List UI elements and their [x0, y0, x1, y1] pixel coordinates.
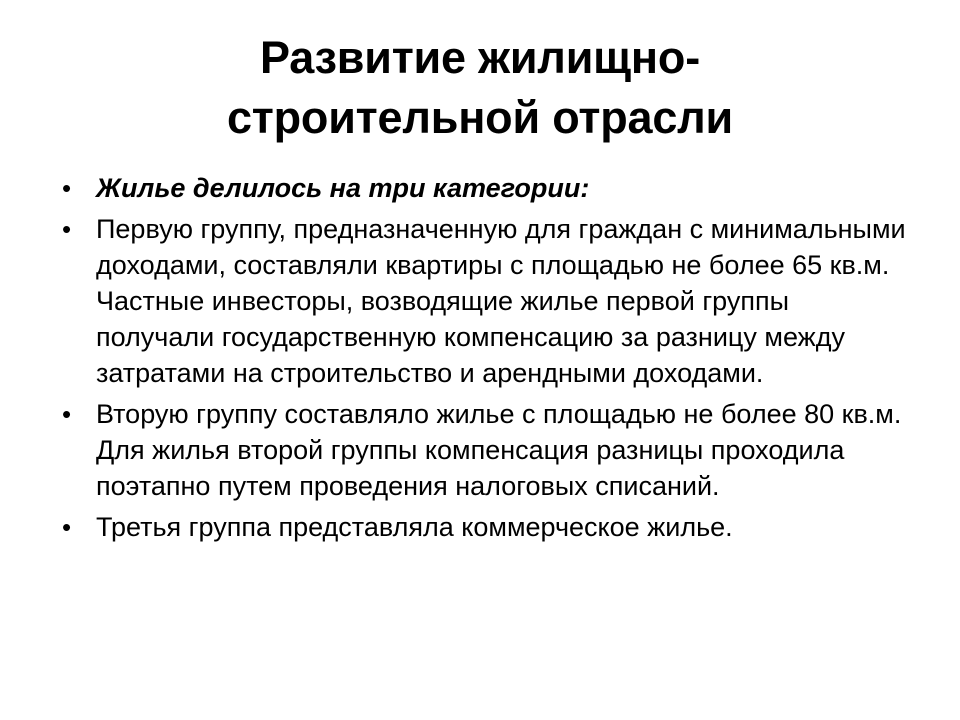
- bullet-item-group-1: [62, 211, 912, 391]
- bullet-text: Вторую группу составляло жилье с площадью не более 80 кв.м. Для жилья второй группы компенсация разницы проходила поэтапно путем проведения налоговых списаний.: [96, 399, 902, 501]
- title-line-2: строительной отрасли: [226, 92, 734, 143]
- bullet-icon: •: [62, 173, 72, 203]
- bullet-item-categories: [62, 170, 912, 206]
- title-line-1: Развитие жилищно-: [260, 32, 700, 83]
- slide-title: [60, 28, 900, 148]
- bullet-icon: •: [62, 214, 72, 244]
- bullet-item-group-2: [62, 396, 912, 504]
- bullet-icon: •: [62, 512, 72, 542]
- bullet-text: Первую группу, предназначенную для граждан с минимальными доходами, составляли квартиры с площадью не более 65 кв.м. Частные инвесторы, возводящие жилье первой группы получали государственную компенсацию за разницу между затратами на строительство и арендными доходами.: [96, 214, 906, 388]
- bullet-item-group-3: [62, 509, 912, 545]
- bullet-list: [62, 170, 912, 550]
- bullet-icon: •: [62, 399, 72, 429]
- bullet-text: Третья группа представляла коммерческое жилье.: [96, 512, 733, 542]
- bullet-text: Жилье делилось на три категории:: [96, 173, 590, 203]
